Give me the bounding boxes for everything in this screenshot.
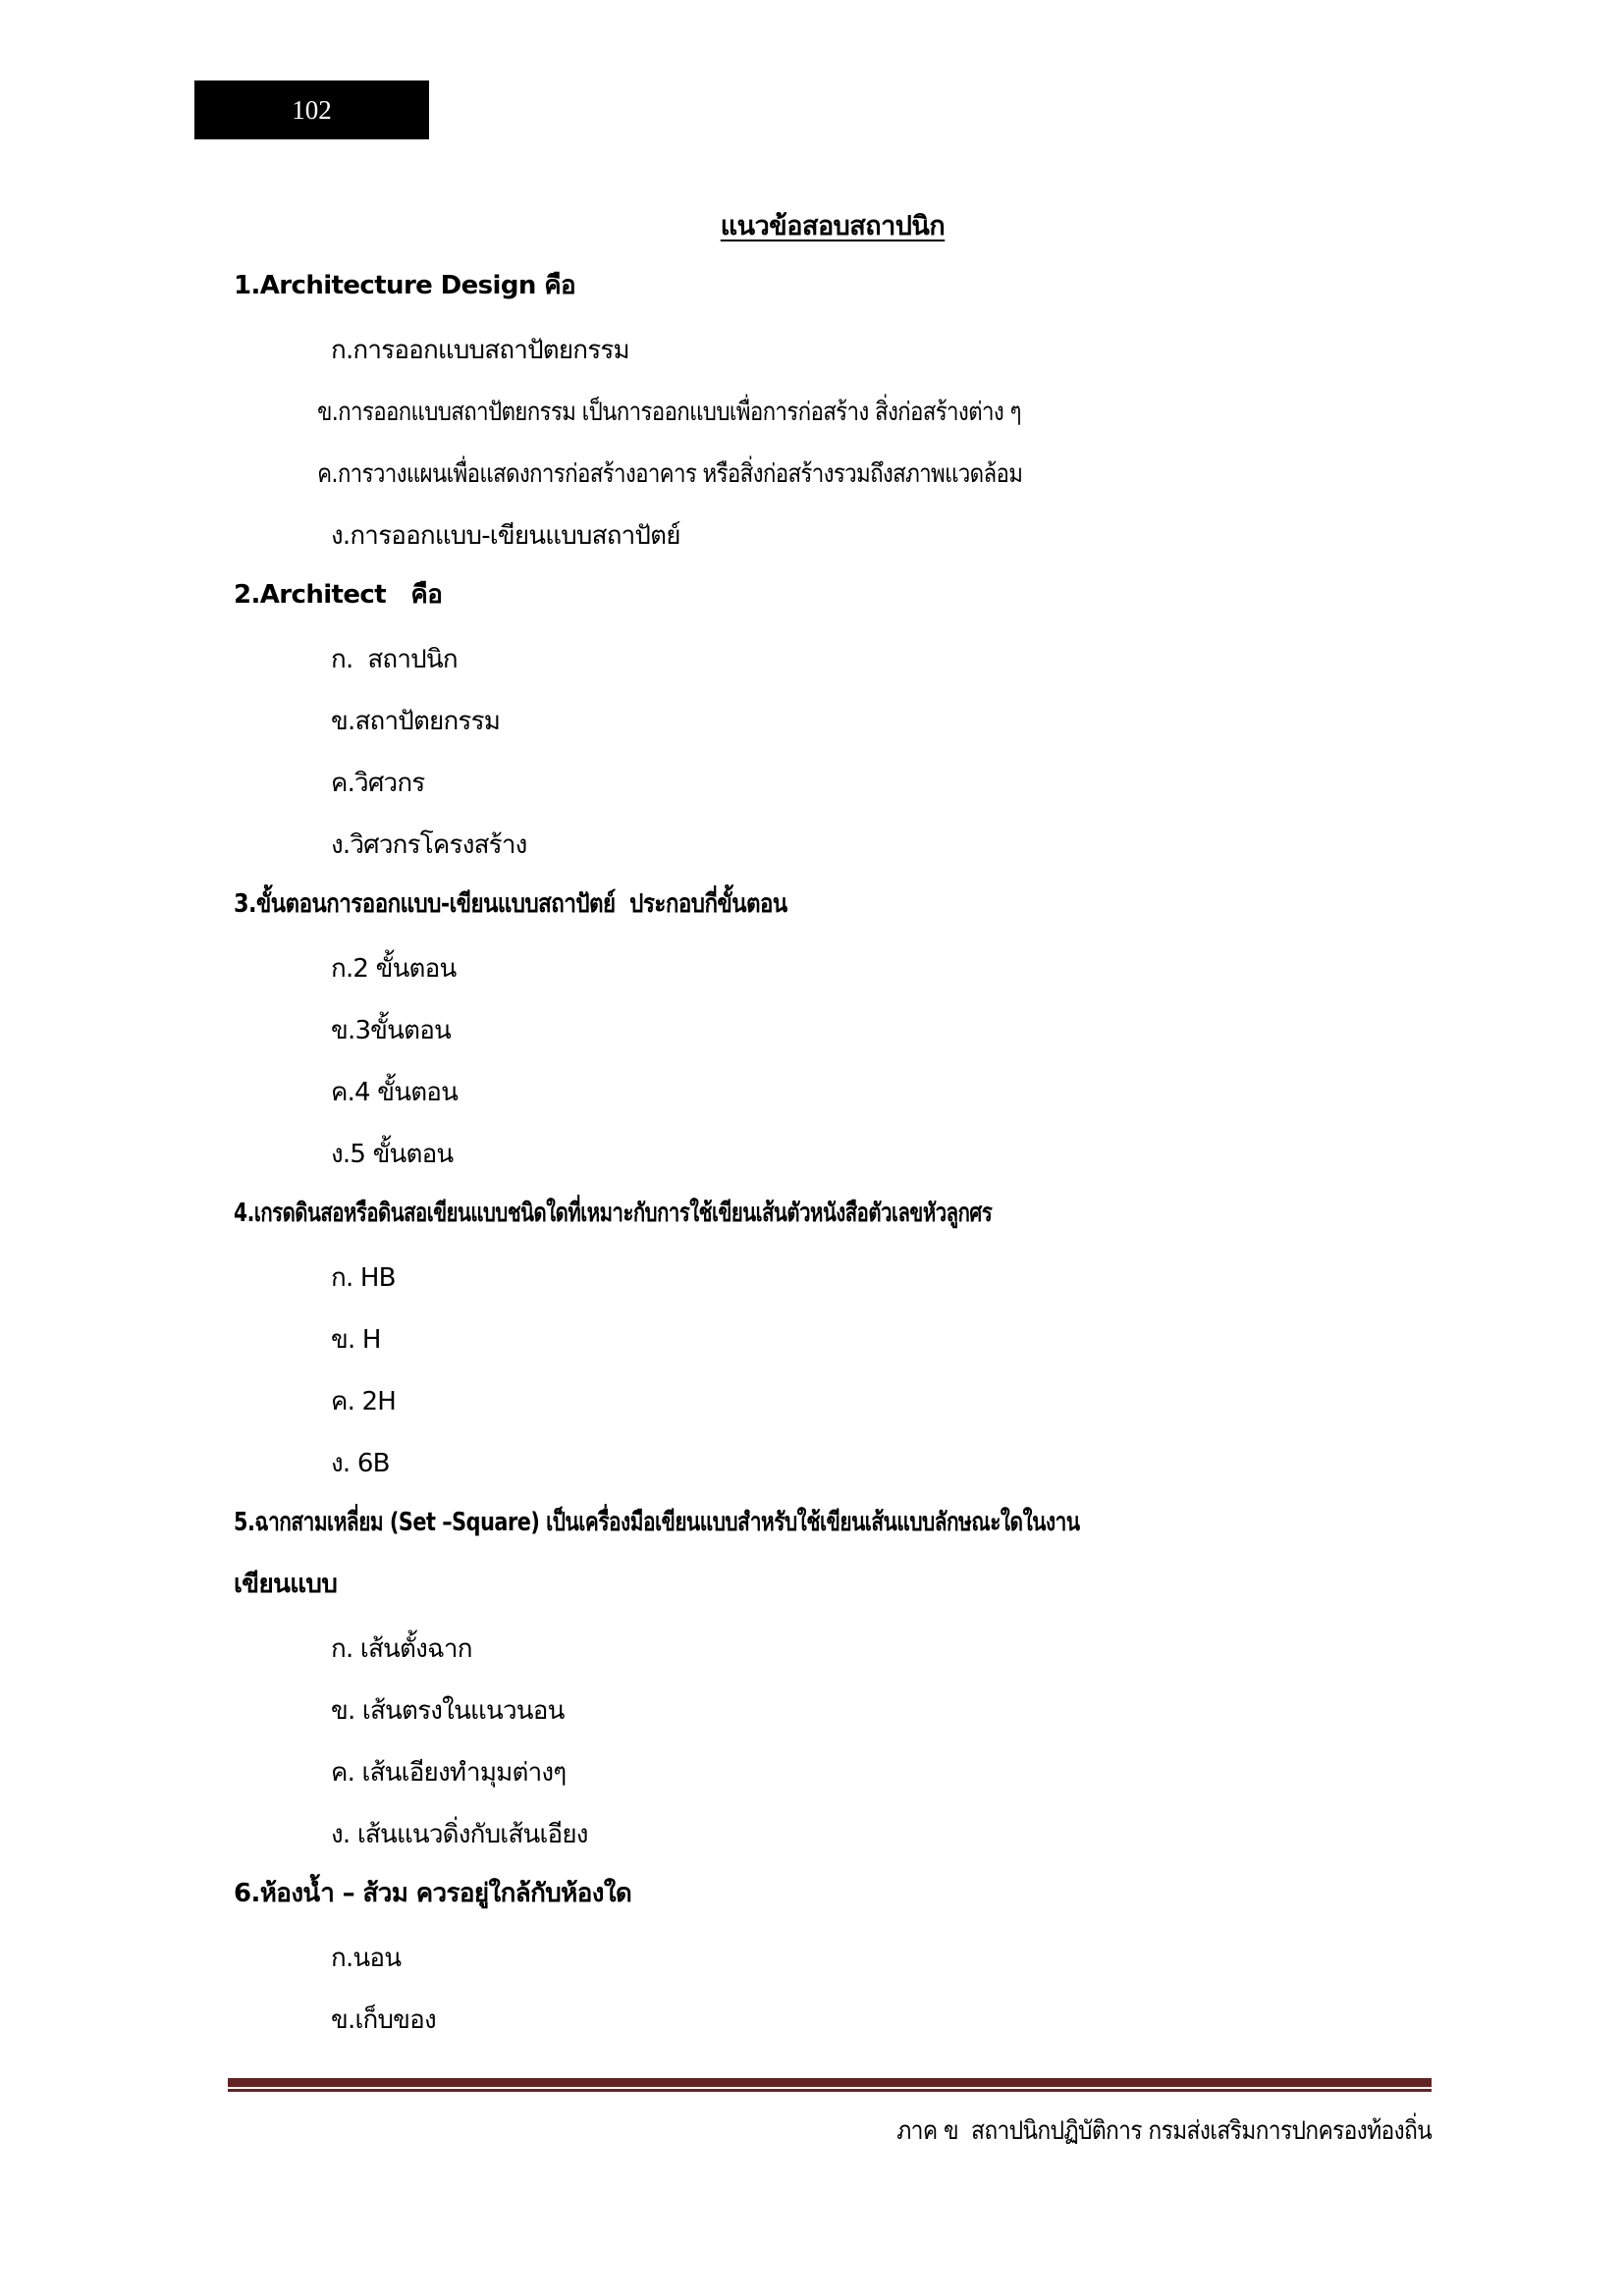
page-number-badge [194, 80, 429, 139]
page-number: 102 [292, 94, 332, 125]
option-d: ง.วิศวกรโครงสร้าง [331, 830, 527, 860]
question-6 [234, 1871, 1432, 2056]
question-3 [234, 881, 1432, 1191]
question-5 [234, 1500, 1432, 1871]
option-b: ข.3ขั้นตอน [331, 1016, 452, 1045]
footer-text: ภาค ข สถาปนิกปฏิบัติการ กรมส่งเสริมการปกครองท้องถิ่น [896, 2116, 1432, 2146]
option-c: ค.4 ขั้นตอน [331, 1078, 459, 1107]
option-a: ก. เส้นตั้งฉาก [331, 1634, 472, 1664]
question-heading-continued: เขียนแบบ [234, 1570, 338, 1599]
option-b: ข.การออกแบบสถาปัตยกรรม เป็นการออกแบบเพื่อการก่อสร้าง สิ่งก่อสร้างต่าง ๆ [317, 398, 1021, 427]
footer-rule-thick [228, 2078, 1432, 2087]
option-a: ก. สถาปนิก [331, 645, 458, 674]
option-b: ข.สถาปัตยกรรม [331, 707, 501, 736]
question-1 [234, 263, 1432, 572]
option-c: ค.การวางแผนเพื่อแสดงการก่อสร้างอาคาร หรือสิ่งก่อสร้างรวมถึงสภาพแวดล้อม [317, 459, 1023, 489]
option-c: ค.วิศวกร [331, 769, 425, 798]
option-d: ง. 6B [331, 1449, 390, 1478]
option-a: ก. HB [331, 1263, 396, 1293]
option-d: ง.5 ขั้นตอน [331, 1140, 454, 1169]
question-list [234, 263, 1432, 2056]
question-2 [234, 572, 1432, 881]
option-a: ก.2 ขั้นตอน [331, 954, 457, 984]
question-heading: 4.เกรดดินสอหรือดินสอเขียนแบบชนิดใดที่เหมาะกับการใช้เขียนเส้นตัวหนังสือตัวเลขหัวลูกศร [234, 1199, 993, 1228]
option-b: ข. H [331, 1325, 381, 1355]
question-heading: 5.ฉากสามเหลี่ยม (Set –Square) เป็นเครื่องมือเขียนแบบสำหรับใช้เขียนเส้นแบบลักษณะใดในงาน [234, 1508, 1080, 1537]
page-title: แนวข้อสอบสถาปนิก [720, 211, 946, 241]
question-heading: 1.Architecture Design คือ [234, 271, 576, 300]
question-heading: 3.ขั้นตอนการออกแบบ-เขียนแบบสถาปัตย์ ประกอบกี่ขั้นตอน [234, 889, 787, 919]
option-b: ข.เก็บของ [331, 2005, 436, 2035]
option-a: ก.การออกแบบสถาปัตยกรรม [331, 336, 629, 365]
option-a: ก.นอน [331, 1944, 402, 1973]
option-d: ง.การออกแบบ-เขียนแบบสถาปัตย์ [331, 521, 680, 551]
question-heading: 6.ห้องน้ำ – ส้วม ควรอยู่ใกล้กับห้องใด [234, 1879, 632, 1908]
question-4 [234, 1191, 1432, 1500]
option-b: ข. เส้นตรงในแนวนอน [331, 1696, 565, 1726]
question-heading: 2.Architect คือ [234, 580, 443, 610]
option-c: ค. เส้นเอียงทำมุมต่างๆ [331, 1758, 567, 1788]
option-d: ง. เส้นแนวดิ่งกับเส้นเอียง [331, 1820, 588, 1849]
option-c: ค. 2H [331, 1387, 397, 1416]
footer-rule-thin [228, 2089, 1432, 2092]
